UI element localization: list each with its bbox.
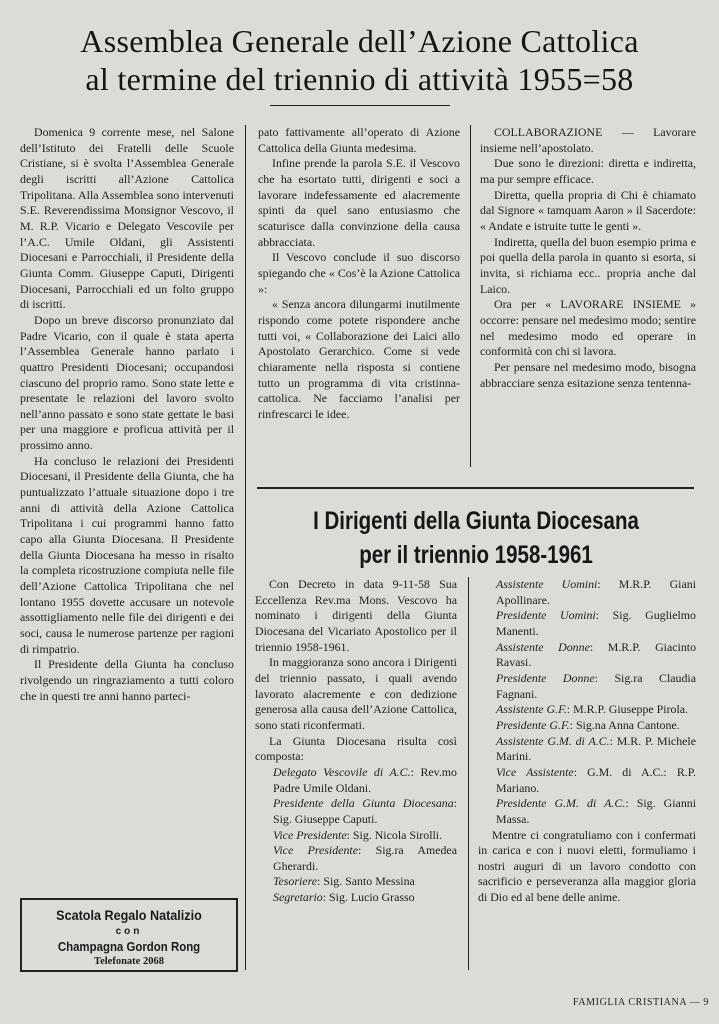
title-divider	[270, 105, 450, 106]
paragraph: In maggioranza sono ancora i Dirigenti del triennio passato, i quali avendo lavorato alacremente e con dedizione generosa alla causa dell’Azione Cattolica, sono stati riconfermati.	[255, 655, 457, 732]
role-holder: Sig. Nicola Sirolli.	[352, 827, 443, 842]
paragraph: Dopo un breve discorso pronunziato dal Padre Vicario, con il quale è stata aperta l’Assemblea Generale hanno parlato i quattro Presidenti Diocesani; occupandosi ciascuno del proprio ramo. Sono state lette e presentate le relazioni del lavoro svolto nell’anno passato e sono state gettate le basi per una maggiore e proficua attività per il prossimo anno.	[20, 312, 234, 453]
role-title: Segretario	[273, 890, 323, 905]
paragraph: Con Decreto in data 9-11-58 Sua Eccellenza Rev.ma Mons. Vescovo ha nominato i dirigenti della Giunta Diocesana del Vicariato Apostolico per il triennio 1958-1961.	[255, 577, 457, 654]
page-footer: FAMIGLIA CRISTIANA — 9	[572, 997, 709, 1008]
board-role-entry: Vice Assistente: G.M. di A.C.: R.P. Mariano.	[496, 764, 697, 795]
advertisement-box	[20, 898, 238, 972]
role-title: Tesoriere	[273, 874, 318, 889]
paragraph: La Giunta Diocesana risulta così composta:	[255, 733, 457, 764]
board-role-list	[478, 577, 696, 828]
paragraph: Per pensare nel medesimo modo, bisogna abbracciare senza esitazione senza tentenna-	[480, 359, 696, 390]
board-role-entry: Assistente Uomini: M.R.P. Giani Apollinare.	[496, 577, 697, 607]
board-role-entry: Vice Presidente: Sig.ra Amedea Gherardi.	[273, 843, 457, 873]
ad-product: Champagna Gordon Rong	[57, 939, 201, 954]
role-title: Assistente G.M. di A.C.	[496, 733, 610, 748]
section-divider	[257, 487, 694, 489]
role-holder: M.R.P. Giuseppe Pirola.	[573, 702, 689, 717]
column-divider-left	[245, 125, 246, 970]
board-role-entry: Presidente della Giunta Diocesana: Sig. Giuseppe Caputi.	[273, 796, 457, 826]
role-title: Presidente della Giunta Diocesana	[273, 796, 454, 811]
role-holder: G.M. di A.C.: R.P. Mariano.	[496, 764, 697, 795]
paragraph: Domenica 9 corrente mese, nel Salone dell’Istituto dei Fratelli delle Scuole Cristiane, si è svolta l’Assemblea Generale degli iscritti all’Azione Cattolica Tripolitana. Alla Assemblea sono intervenuti S.E. Reverendissima Monsignor Vescovo, il M. R.P. Vicario e Delegato Vescovile per l’A.C. Umile Oldani, gli Assistenti Diocesani e Parrocchiali, il Presidente della Giunta Comm. Giuseppe Caputi, Dirigenti Diocesani, Parrocchiali ed un folto gruppo di iscritti.	[20, 125, 234, 312]
paragraph: pato fattivamente all’operato di Azione Cattolica della Giunta medesima.	[258, 125, 460, 155]
paragraph: Ha concluso le relazioni dei Presidenti Diocesani, il Presidente della Giunta, che ha puntualizzato l’attuale situazione dopo i tre anni di attività della Azione Cattolica Tripolitana i cui programmi hanno fatto capo alla Giunta Diocesana. Il Presidente della Giunta Diocesana ha messo in risalto la completa ricostruzione compiuta nelle file dell’Azione Cattolica Tripolitana che nel lontano 1955 dovette accusare un notevole assottigliamento nelle file dei dirigenti e dei soci, causa le numerose partenze per ragioni di rimpatrio.	[20, 453, 234, 656]
role-title: Assistente Uomini	[496, 577, 598, 591]
role-holder: Sig. Gianni Massa.	[496, 796, 697, 826]
board-role-entry: Tesoriere: Sig. Santo Messina	[273, 874, 415, 889]
role-title: Assistente G.F.	[496, 702, 567, 717]
board-role-entry: Presidente G.F.: Sig.na Anna Cantone.	[496, 717, 680, 732]
paragraph: Il Presidente della Giunta ha concluso rivolgendo un ringraziamento a tutti coloro che in questi tre anni hanno parteci-	[20, 657, 234, 703]
paragraph: Due sono le direzioni: diretta e indiretta, ma pur sempre efficace.	[480, 156, 696, 186]
board-role-entry: Presidente Uomini: Sig. Guglielmo Manenti.	[496, 608, 697, 638]
role-holder: Sig. Lucio Grasso	[329, 890, 415, 905]
ad-connector: con	[115, 926, 143, 937]
article1-column-1	[20, 125, 234, 704]
role-holder: Sig. Santo Messina	[323, 874, 415, 889]
column-divider-right-top	[470, 125, 471, 467]
paragraph: Ora per « LAVORARE INSIEME » occorre: pensare nel medesimo modo; sentire nel medesimo modo ed operare in conformità con chi si lavora.	[480, 297, 696, 359]
section-heading-line-1: I Dirigenti della Giunta Diocesana	[313, 507, 639, 535]
article-title-line-1: Assemblea Generale dell’Azione Cattolica	[80, 23, 639, 59]
paragraph: Infine prende la parola S.E. il Vescovo che ha esortato tutti, dirigenti e soci a lavorare indefessamente ed alacremente spinti da quel sano entusiasmo che scaturisce dalla convinzione della causa abbracciata.	[258, 156, 460, 249]
role-title: Assistente Donne	[496, 639, 590, 654]
board-role-entry: Assistente Donne: M.R.P. Giacinto Ravasi.	[496, 639, 697, 670]
section-heading-line-2: per il triennio 1958-1961	[359, 541, 593, 569]
column-divider-right-bottom	[468, 577, 469, 970]
board-role-entry: Presidente Donne: Sig.ra Claudia Fagnani.	[496, 670, 696, 701]
paragraph: Diretta, quella propria di Chi è chiamato dal Signore « tamquam Aaron » il Sacerdote: « Andate e istruite tutte le genti ».	[480, 187, 696, 233]
article2-column-2	[478, 577, 696, 906]
paragraph: Il Vescovo conclude il suo discorso spiegando che « Cos’è la Azione Cattolica »:	[258, 250, 460, 296]
board-role-entry: Assistente G.F.: M.R.P. Giuseppe Pirola.	[496, 702, 689, 717]
role-holder: Rev.mo Padre Umile Oldani.	[273, 764, 457, 795]
role-holder: Sig.ra Amedea Gherardi.	[273, 843, 457, 873]
paragraph: COLLABORAZIONE — Lavorare insieme nell’apostolato.	[480, 125, 696, 155]
role-holder: Sig. Guglielmo Manenti.	[496, 608, 697, 638]
role-holder: Sig.ra Claudia Fagnani.	[496, 670, 696, 701]
role-holder: M.R. P. Michele Marini.	[496, 733, 697, 764]
article-title-line-2: al termine del triennio di attività 1955=58	[85, 61, 634, 97]
role-holder: Sig. Giuseppe Caputi.	[273, 811, 378, 826]
role-title: Vice Presidente	[273, 843, 358, 858]
article1-column-2	[258, 125, 460, 422]
board-role-entry: Assistente G.M. di A.C.: M.R. P. Michele Marini.	[496, 733, 697, 764]
article2-column-1	[255, 577, 457, 906]
role-title: Presidente G.F.	[496, 717, 570, 732]
board-role-list	[255, 765, 457, 906]
board-role-entry: Segretario: Sig. Lucio Grasso	[273, 890, 415, 905]
role-holder: M.R.P. Giani Apollinare.	[496, 577, 697, 607]
ad-phone: Telefonate 2068	[94, 956, 164, 967]
role-title: Presidente Donne	[496, 670, 595, 685]
closing-paragraph: Mentre ci congratuliamo con i confermati in carica e con i nuovi eletti, formuliamo i nostri auguri di un lavoro condotto con sacrificio e perseveranza alla maggior gloria di Dio ed al bene delle anime.	[478, 827, 696, 905]
ad-headline: Scatola Regalo Natalizio	[56, 907, 202, 923]
article1-column-3	[480, 125, 696, 391]
board-role-entry: Presidente G.M. di A.C.: Sig. Gianni Massa.	[496, 796, 697, 826]
role-title: Presidente Uomini	[496, 608, 596, 623]
paragraph: Indiretta, quella del buon esempio prima e poi quella della parola in quanto si esorta, si invita, si richiama ecc.. propria anche dal Laico.	[480, 234, 696, 296]
role-title: Vice Assistente	[496, 764, 574, 779]
role-holder: Sig.na Anna Cantone.	[575, 717, 680, 732]
role-title: Presidente G.M. di A.C.	[496, 796, 626, 811]
board-role-entry: Vice Presidente: Sig. Nicola Sirolli.	[273, 827, 443, 842]
board-role-entry: Delegato Vescovile di A.C.: Rev.mo Padre Umile Oldani.	[273, 764, 457, 795]
role-title: Delegato Vescovile di A.C.	[273, 764, 411, 779]
role-title: Vice Presidente	[273, 827, 347, 842]
paragraph: « Senza ancora dilungarmi inutilmente rispondo come potete rispondere anche tutti voi, « Collaborazione dei Laici allo Apostolato Gerarchico. Come si vede chiaramente nella risposta si contiene tutto un programma di vita cristinna-cattolica. Ne facciamo l’analisi per rinfrescarci le idee.	[258, 297, 460, 421]
role-holder: M.R.P. Giacinto Ravasi.	[496, 639, 697, 670]
